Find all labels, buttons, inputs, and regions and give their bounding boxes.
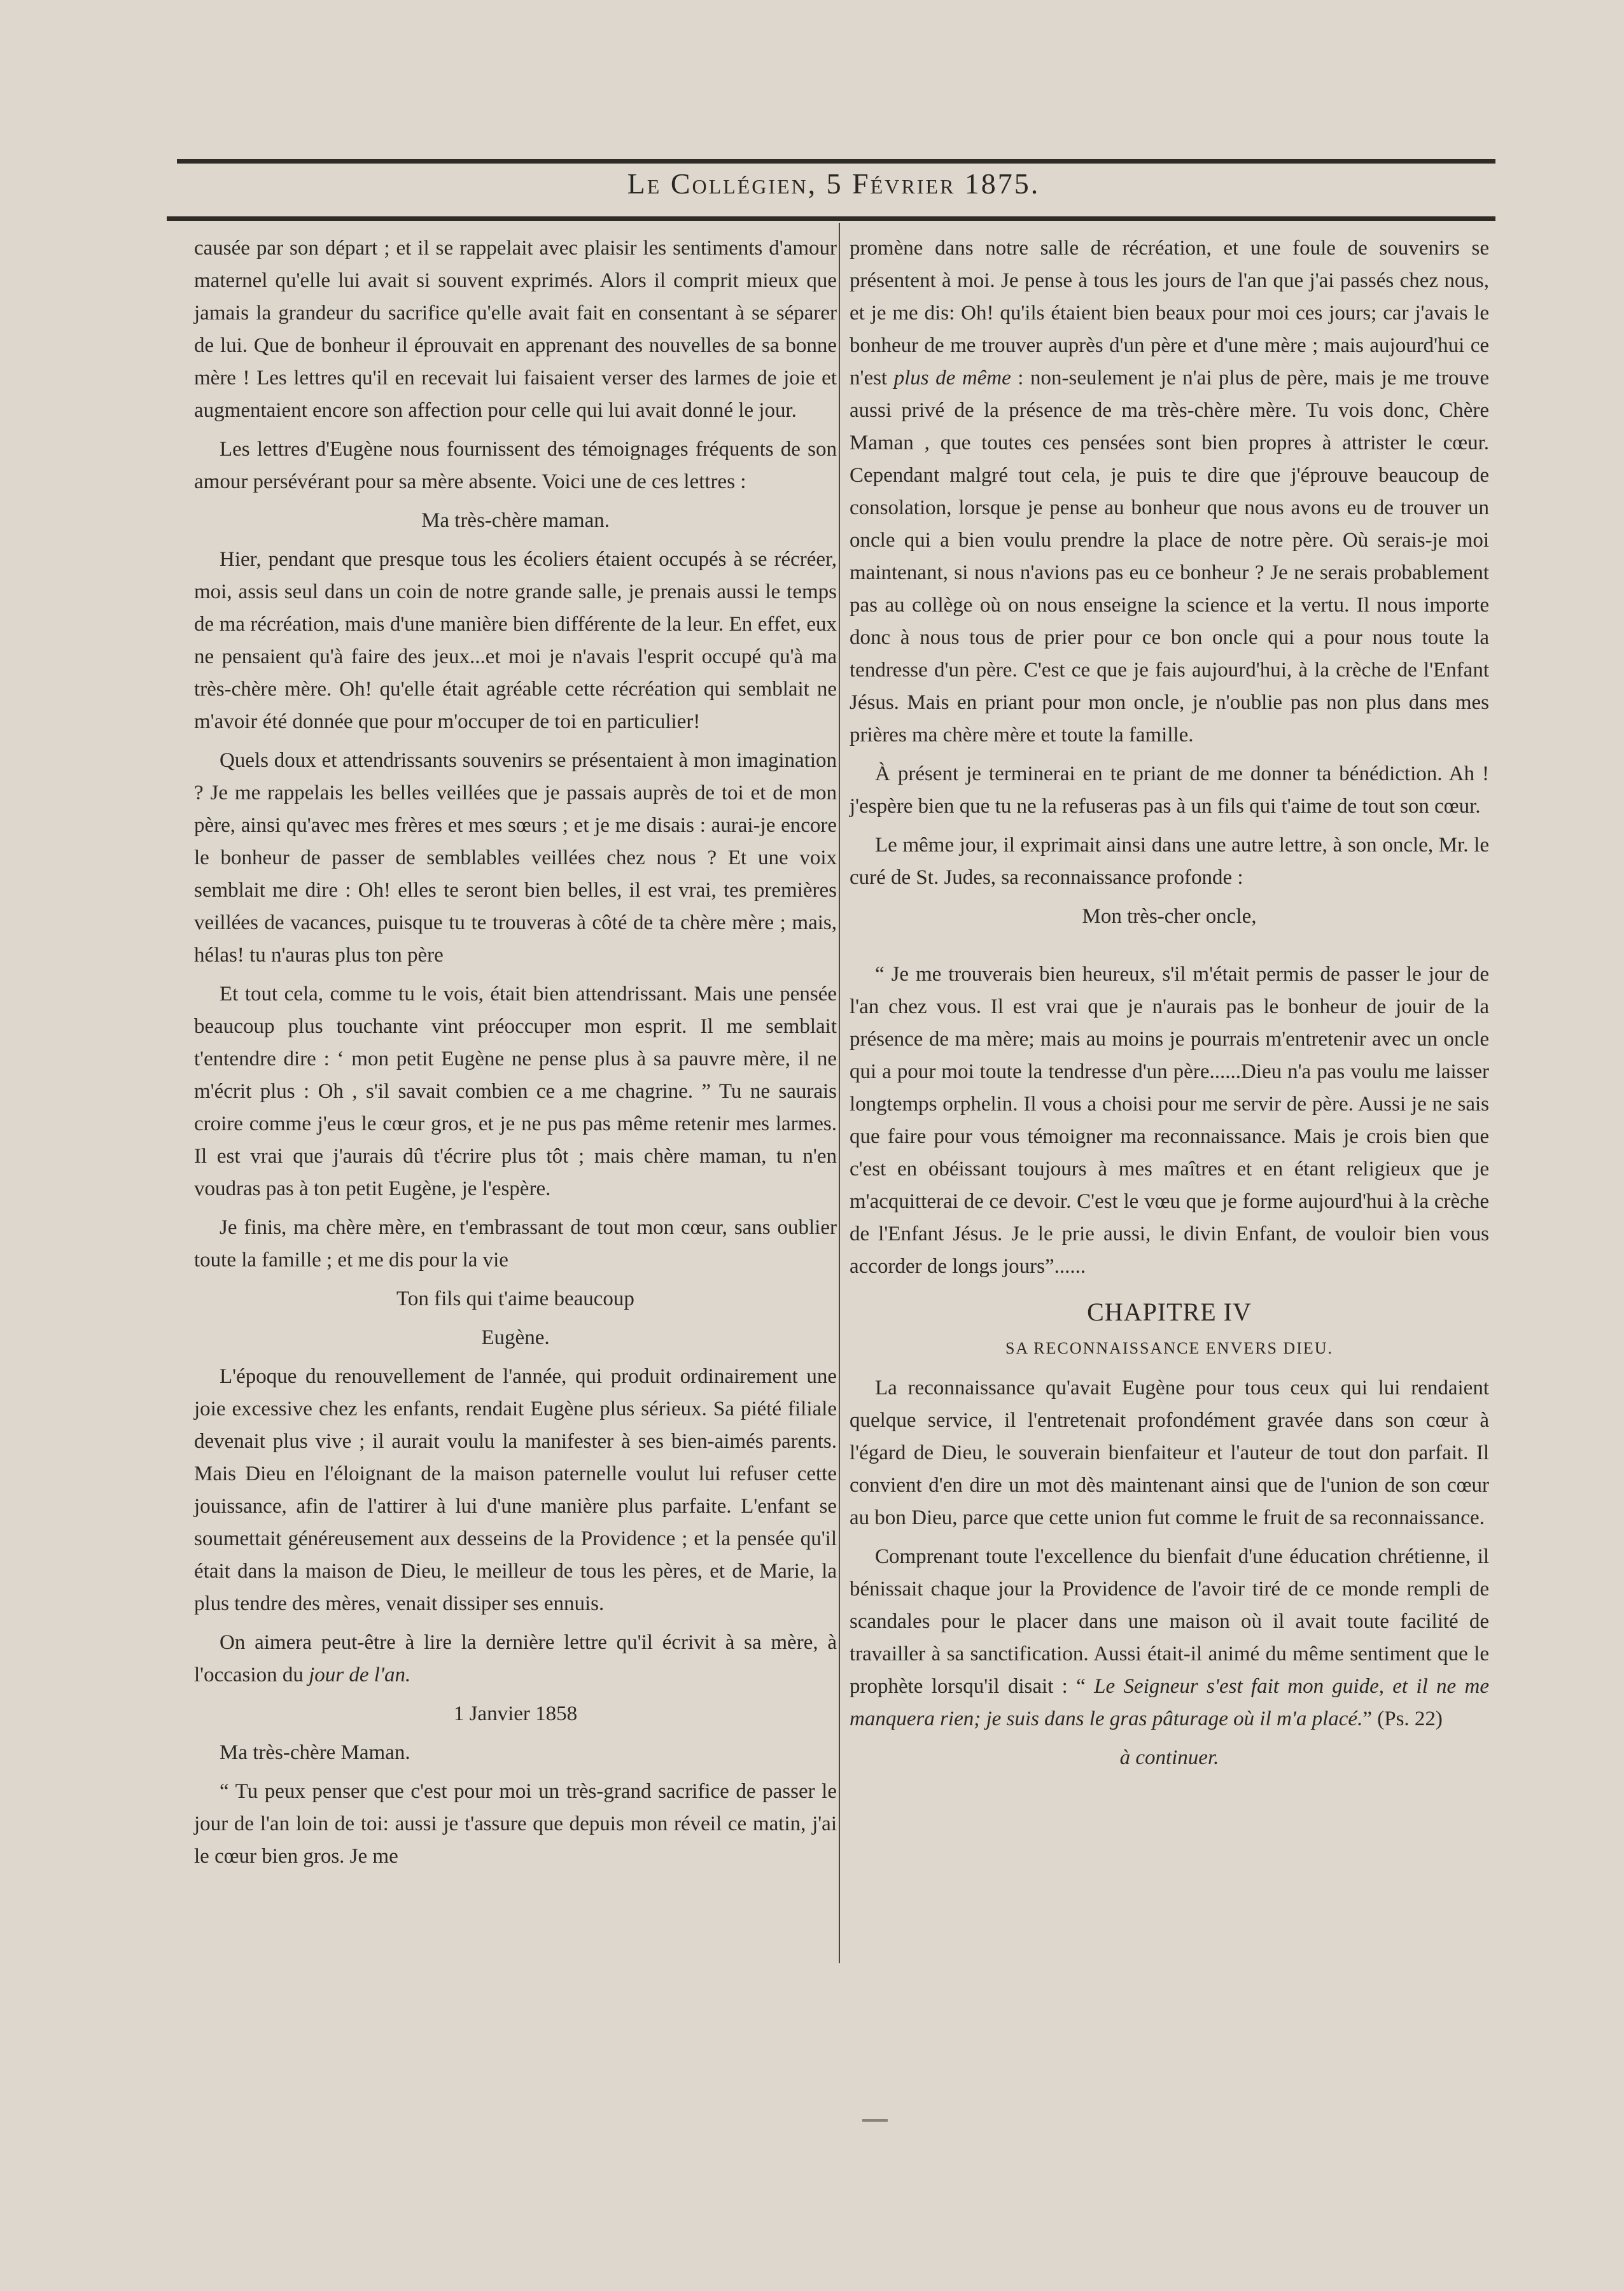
header-rule-top <box>177 159 1495 164</box>
emphasis-text: plus de même <box>893 367 1011 389</box>
paragraph: La reconnaissance qu'avait Eugène pour tous ceux qui lui rendaient quelque service, il l'entretenait profondément gravée dans son cœur à l'égard de Dieu, le souverain bienfaiteur et l'auteur de tout don parfait. Il convient d'en dire un mot dès maintenant ainsi que de l'union de son cœur au bon Dieu, parce que cette union fut comme le fruit de sa reconnaissance. <box>850 1377 1489 1529</box>
letter-salutation: Mon très-cher oncle, <box>1082 905 1257 928</box>
paragraph: Et tout cela, comme tu le vois, était bien attendrissant. Mais une pensée beaucoup plus touchante vint préoccuper mon esprit. Il me semblait t'entendre dire : ‘ mon petit Eugène ne pense plus à sa pauvre mère, il ne m'écrit plus : Oh , s'il savait combien ce a me chagrine. ” Tu ne saurais croire comme j'eus le cœur gros, et je ne pus pas même retenir mes larmes. Il est vrai que j'aurais dû t'écrire plus tôt ; mais chère maman, tu n'en voudras pas à ton petit Eugène, je l'espère. <box>194 983 837 1200</box>
emphasis-text: Le Seigneur s'est fait mon guide, et il ne me manquera rien; je suis dans le gras pâturage où il m'a placé. <box>850 1675 1490 1730</box>
letter-signature: Eugène. <box>481 1326 550 1349</box>
paragraph-text: promène dans notre salle de récréation, et une foule de souvenirs se présentent à moi. Je pense à tous les jours de l'an que j'ai passés chez nous, et je me dis: Oh! qu'ils étaient bien beaux pour moi ces jours; car j'avais le bonheur de me trouver auprès d'un père et d'une mère ; mais aujourd'hui ce n'est <box>850 237 1489 389</box>
paragraph <box>850 1541 1489 1735</box>
letter-salutation: Ma très-chère maman. <box>421 509 610 532</box>
letter-salutation: Ma très-chère Maman. <box>220 1741 410 1764</box>
continued-text: à continuer. <box>1119 1746 1219 1769</box>
paragraph: Je finis, ma chère mère, en t'embrassant de tout mon cœur, sans oublier toute la famille ; et me dis pour la vie <box>194 1216 837 1272</box>
right-column <box>850 232 1489 1781</box>
page-header-title: Le Collégien, 5 Février 1875. <box>627 167 1040 200</box>
paragraph: Quels doux et attendrissants souvenirs se présentaient à mon imagination ? Je me rappelais les belles veillées que je passais auprès de toi et de mon père, ainsi qu'avec mes frères et mes sœurs ; et je me disais : aurai-je encore le bonheur de passer de semblables veillées chez nous ? Et une voix semblait me dire : Oh! elles te seront bien belles, il est vrai, tes premières veillées de vacances, puisque tu te trouveras à côté de ta chère mère ; mais, hélas! tu n'auras plus ton père <box>194 749 837 967</box>
chapter-title: CHAPITRE IV <box>1087 1298 1252 1326</box>
paragraph-text: : non-seulement je n'ai plus de père, mais je me trouve aussi privé de la présence de ma très-chère mère. Tu vois donc, Chère Maman , que toutes ces pensées sont bien propres à attrister le cœur. Cependant malgré tout cela, je puis te dire que j'éprouve beaucoup de consolation, lorsque je pense au bonheur que nous avons eu de trouver un oncle qui a bien voulu prendre la place de notre père. Où serais-je moi maintenant, si nous n'avions pas eu ce bonheur ? Je ne serais probablement pas au collège où on nous enseigne la science et la vertu. Il nous importe donc à nous tous de prier pour ce bon oncle qui a pour nous toute la tendresse d'un père. C'est ce que je fais aujourd'hui, à la crèche de l'Enfant Jésus. Mais en priant pour mon oncle, je n'oublie pas non plus dans mes prières ma chère mère et toute la famille. <box>850 367 1489 746</box>
paragraph-text: Comprenant toute l'excellence du bienfait d'une éducation chrétienne, il bénissait chaque jour la Providence de l'avoir tiré de ce monde rempli de scandales pour le placer dans une maison où il avait toute facilité de travailler à sa sanctification. Aussi était-il animé du même sentiment que le prophète lorsqu'il disait : “ <box>850 1545 1489 1698</box>
paragraph-text: ” (Ps. 22) <box>1362 1707 1443 1730</box>
paragraph: À présent je terminerai en te priant de me donner ta bénédiction. Ah ! j'espère bien que tu ne la refuseras pas à un fils qui t'aime de tout son cœur. <box>850 762 1489 818</box>
paragraph: L'époque du renouvellement de l'année, qui produit ordinairement une joie excessive chez les enfants, rendait Eugène plus sérieux. Sa piété filiale devenait plus vive ; il aurait voulu la manifester à ses bien-aimés parents. Mais Dieu en l'éloignant de la maison paternelle voulut lui refuser cette jouissance, afin de l'attirer à lui d'une manière plus parfaite. L'enfant se soumettait généreusement aux desseins de la Providence ; et la pensée qu'il était dans la maison de Dieu, le meilleur de tous les pères, et de Marie, la plus tendre des mères, venait dissiper ses ennuis. <box>194 1365 837 1615</box>
paragraph <box>194 1627 837 1692</box>
column-divider <box>839 223 840 1963</box>
paragraph-text: On aimera peut-être à lire la dernière lettre qu'il écrivit à sa mère, à l'occasion du <box>194 1631 837 1686</box>
continued-note <box>850 1742 1489 1774</box>
letter-date: 1 Janvier 1858 <box>453 1702 578 1725</box>
chapter-subtitle: SA RECONNAISSANCE ENVERS DIEU. <box>1005 1339 1334 1357</box>
header-rule-bottom <box>167 216 1495 221</box>
paragraph: Hier, pendant que presque tous les écoliers étaient occupés à se récréer, moi, assis seul dans un coin de notre grande salle, je prenais aussi le temps de ma récréation, mais d'une manière bien différente de la leur. En effet, eux ne pensaient qu'à faire des jeux...et moi je n'avais l'esprit occupé qu'à ma très-chère mère. Oh! qu'elle était agréable cette récréation qui semblait ne m'avoir été donnée que pour m'occuper de toi en particulier! <box>194 548 837 733</box>
left-column <box>194 232 837 1879</box>
paragraph: “ Je me trouverais bien heureux, s'il m'était permis de passer le jour de l'an chez vous. Il est vrai que je n'aurais pas le bonheur de jouir de la présence de ma mère; mais au moins je pourrais m'entretenir avec un oncle qui a pour moi toute la tendresse d'un père......Dieu n'a pas voulu me laisser longtemps orphelin. Il vous a choisi pour me servir de père. Aussi je ne sais que faire pour vous témoigner ma reconnaissance. Mais je crois bien que c'est en obéissant toujours à mes maîtres et en étant religieux que je m'acquitterai de ce devoir. C'est le vœu que je forme aujourd'hui à la crèche de l'Enfant Jésus. Je le prie aussi, le divin Enfant, de vouloir bien vous accorder de longs jours”...... <box>850 963 1489 1278</box>
paragraph: “ Tu peux penser que c'est pour moi un très-grand sacrifice de passer le jour de l'an loin de toi: aussi je t'assure que depuis mon réveil ce matin, j'ai le cœur bien gros. Je me <box>194 1780 837 1868</box>
spacer <box>850 939 1489 958</box>
paragraph: Le même jour, il exprimait ainsi dans une autre lettre, à son oncle, Mr. le curé de St. Judes, sa reconnaissance profonde : <box>850 834 1489 889</box>
paragraph: Les lettres d'Eugène nous fournissent des témoignages fréquents de son amour persévérant pour sa mère absente. Voici une de ces lettres : <box>194 438 837 493</box>
paragraph: causée par son départ ; et il se rappelait avec plaisir les sentiments d'amour maternel qu'elle lui avait si souvent exprimés. Alors il comprit mieux que jamais la grandeur du sacrifice qu'elle avait fait en consentant à se séparer de lui. Que de bonheur il éprouvait en apprenant des nouvelles de sa bonne mère ! Les lettres qu'il en recevait lui faisaient verser des larmes de joie et augmentaient encore son affection pour celle qui lui avait donné le jour. <box>194 237 837 422</box>
paragraph <box>850 232 1489 752</box>
page-bottom-mark <box>862 2119 888 2122</box>
emphasis-text: jour de l'an. <box>309 1664 411 1686</box>
letter-closing: Ton fils qui t'aime beaucoup <box>396 1287 634 1310</box>
